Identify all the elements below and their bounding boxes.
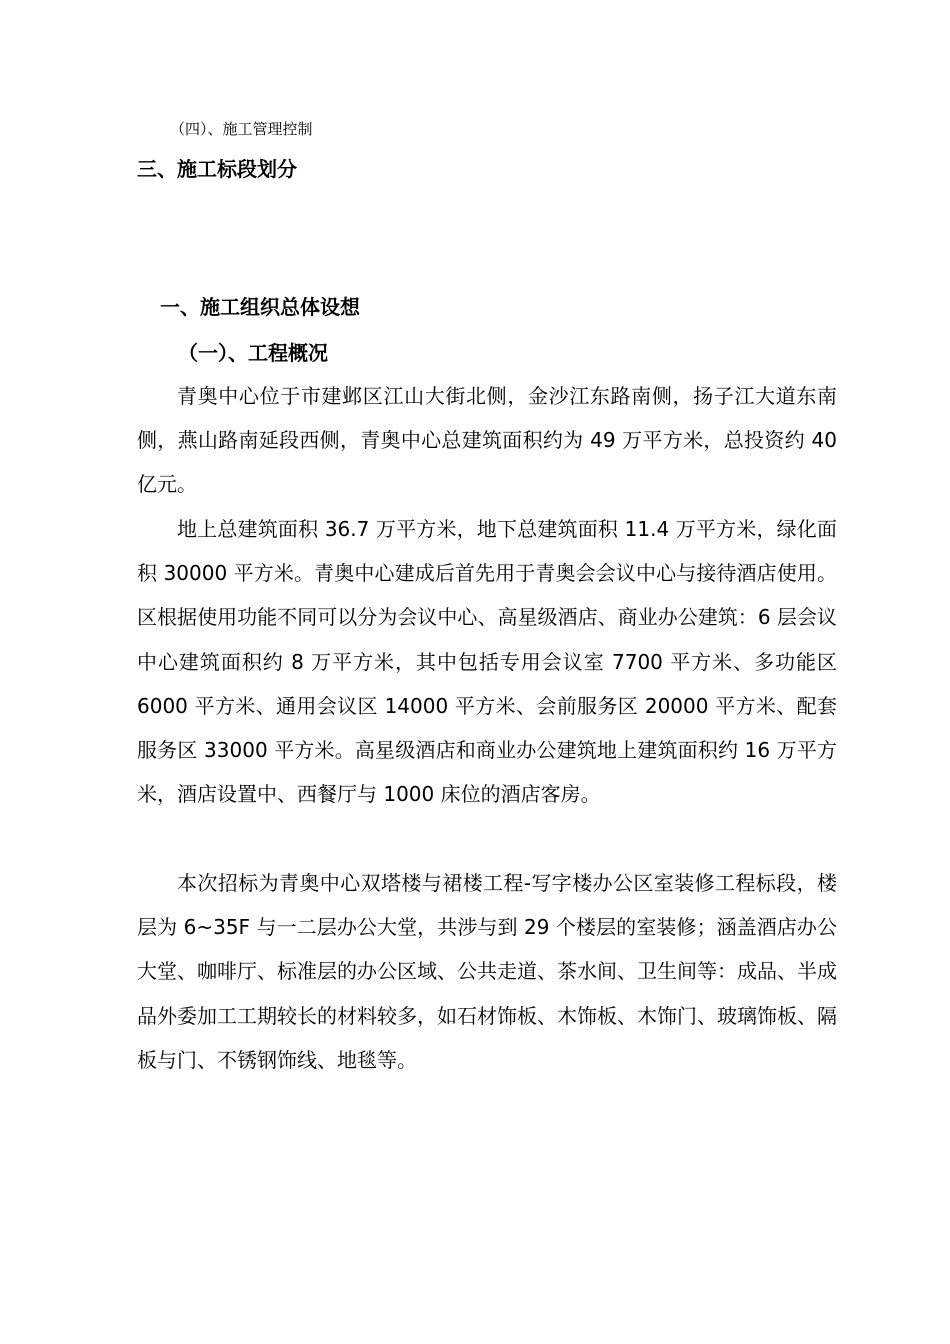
toc-section-bid-division: 三、施工标段划分 — [137, 157, 297, 181]
toc-item-construction-control: （四）、施工管理控制 — [170, 120, 313, 138]
paragraph-text: 地上总建筑面积 36.7 万平方米，地下总建筑面积 11.4 万平方米，绿化面积 30000 平方米。青奥中心建成后首先用于青奥会会议中心与接待酒店使用。区根据使用功能不同可以分为会议中心、高星级酒店、商业办公建筑：6 层会议中心建筑面积约 8 万平方米，其中包括专用会议室 7700 平方米、多功能区 6000 平方米、通用会议区 14000 平方米、会前服务区 20000 平方米、配套服务区 33000 平方米。高星级酒店和商业办公建筑地上建筑面积约 16 万平方米，酒店设置中、西餐厅与 1000 床位的酒店客房。 — [137, 517, 837, 807]
paragraph-location — [137, 374, 837, 507]
section-subheading: （一）、工程概况 — [178, 341, 328, 365]
section-heading: 一、施工组织总体设想 — [160, 295, 360, 319]
paragraph-areas — [137, 507, 837, 816]
paragraph-text: 青奥中心位于市建邺区江山大街北侧，金沙江东路南侧，扬子江大道东南侧，燕山路南延段西侧，青奥中心总建筑面积约为 49 万平方米，总投资约 40 亿元。 — [137, 384, 837, 497]
paragraph-bid-scope — [137, 861, 837, 1082]
paragraph-text: 本次招标为青奥中心双塔楼与裙楼工程-写字楼办公区室装修工程标段，楼层为 6~35F 与一二层办公大堂，共涉与到 29 个楼层的室装修；涵盖酒店办公大堂、咖啡厅、标准层的办公区域、公共走道、茶水间、卫生间等：成品、半成品外委加工工期较长的材料较多，如石材饰板、木饰板、木饰门、玻璃饰板、隔板与门、不锈钢饰线、地毯等。 — [137, 871, 837, 1072]
